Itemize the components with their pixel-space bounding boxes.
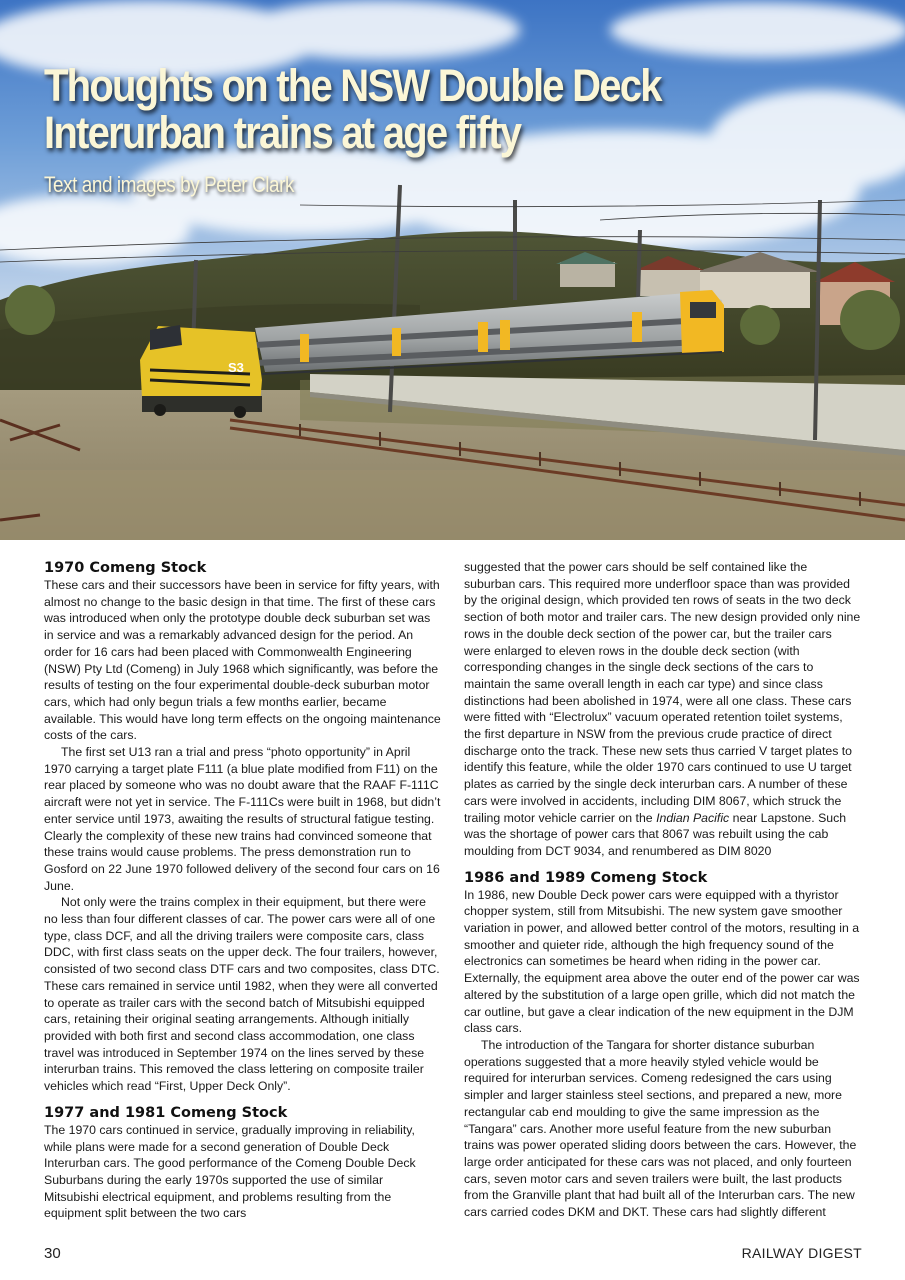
paragraph (464, 559, 861, 860)
paragraph: These cars and their successors have been in service for fifty years, with almost no change to the basic design in that time. The first of these cars was introduced when only the prototype double deck suburban set was in service and was a remarkably advanced design for the period. An order for 16 cars had been placed with Commonwealth Engineering (NSW) Pty Ltd (Comeng) in July 1968 which significantly, was before the results of testing on the four experimental double-deck suburban motor cars, which had only begun trials a few months earlier, became available. This would have long term effects on the ongoing maintenance costs of the cars. (44, 578, 441, 743)
hero-photo (0, 0, 905, 540)
section-heading-1970: 1970 Comeng Stock (44, 560, 207, 576)
paragraph: Not only were the trains complex in their equipment, but there were no less than four different classes of car. The power cars were all of one type, class DCF, and all the driving trailers were composite cars, class DDC, with first class seats on the upper deck. The four trailers, however, consisted of two second class DTF cars and two composites, class DTC. These cars remained in service until 1982, when they were all converted to operate as trailer cars with the second batch of Mitsubishi equipped cars, retaining their original seating arrangements. Although initially provided with both first and second class accommodation, one class travel was introduced in September 1974 on the lines served by these interurban trains. This removed the class lettering on composite trailer vehicles which read “First, Upper Deck Only”. (44, 895, 440, 1094)
text-run: near Lapstone. Such was the shortage of power cars that 8067 was rebuilt using the cab moulding from DCT 9034, and renumbered as DIM 8020 (464, 810, 847, 858)
train-cab-front (680, 290, 724, 354)
paragraph: The 1970 cars continued in service, gradually improving in reliability, while plans were made for a second generation of Double Deck Interurban cars. The good performance of the Comeng Double Deck Suburbans during the early 1970s supported the use of similar Mitsubishi electrical equipment, and problems resulting from the equipment split between the two cars (44, 1122, 416, 1221)
right-column (464, 559, 861, 1221)
section-heading-1977-1981: 1977 and 1981 Comeng Stock (44, 1104, 288, 1121)
paragraph: In 1986, new Double Deck power cars were equipped with a thyristor chopper system, still from Mitsubishi. The new system gave smoother variation in power, and allowed better control of the motors, resulting in a smoother and quieter ride, although the high frequency sound of the electronics can sometimes be heard when riding in the power car. Externally, the equipment area above the outer end of the power car was altered by the substitution of a large open grille, which did not match the car outline, but gave a clear indication of the new equipment in the DJM class cars. (464, 887, 860, 1036)
loco-number-plate: S3 (228, 360, 244, 375)
publication-name: RAILWAY DIGEST (741, 1245, 862, 1261)
paragraph: The first set U13 ran a trial and press “photo opportunity” in April 1970 carrying a target plate F111 (a blue plate modified from F11) on the rear placed by someone who was no doubt aware that the RAAF F-111C aircraft were not yet in service. The F-111Cs were built in 1968, but didn’t enter service until 1973, awaiting the results of structural fatigue testing. Clearly the complexity of these new trains had convinced someone that these trains would cause problems. The press demonstration run to Gosford on 22 June 1970 followed delivery of the second four cars on 16 June. (44, 745, 441, 893)
italic-train-name: Indian Pacific (656, 810, 730, 825)
article-title: Thoughts on the NSW Double Deck Interurban trains at age fifty (44, 60, 661, 158)
paragraph: The introduction of the Tangara for shorter distance suburban operations suggested that a more heavily styled vehicle would be required for interurban services. Comeng redesigned the cars using simpler and larger stainless steel sections, and prepared a new, more rectangular cab end moulding to give the same impression as the “Tangara” cars. Another more useful feature from the new suburban trains was power operated sliding doors between the cars. However, the large order anticipated for these cars was not placed, and only fourteen cars, seven motor cars and seven trailers were built, the last products from the Granville plant that had built all of the Interurban cars. The new cars carried codes DKM and DKT. These cars had slightly different (464, 1037, 857, 1220)
page-number: 30 (44, 1245, 61, 1262)
yellow-locomotive (140, 325, 262, 418)
article-byline: Text and images by Peter Clark (44, 172, 295, 197)
left-column (44, 559, 441, 1222)
section-heading-1986-1989: 1986 and 1989 Comeng Stock (464, 869, 708, 886)
text-run: suggested that the power cars should be self contained like the suburban cars. This required more underfloor space than was provided by the original design, which provided ten rows of seats in the two deck section of both motor and trailer cars. The new design provided only nine rows in the double deck section of the power car, but the trailer cars were enlarged to eleven rows in the double deck section (with corresponding changes in the single deck sections of the cars to maintain the same overall length in each car type) and since class distinctions had been abolished in 1974, were all one class. These cars were fitted with “Electrolux” vacuum operated retention toilet systems, the first departure in NSW from the previous crude practice of direct discharge onto the track. These new sets thus carried V target plates to identify this feature, while the older 1970 cars continued to use U target plates as carried by the single deck interurban cars. A number of these cars were involved in accidents, including DIM 8067, which struck the trailing motor vehicle carrier on the (464, 560, 861, 825)
